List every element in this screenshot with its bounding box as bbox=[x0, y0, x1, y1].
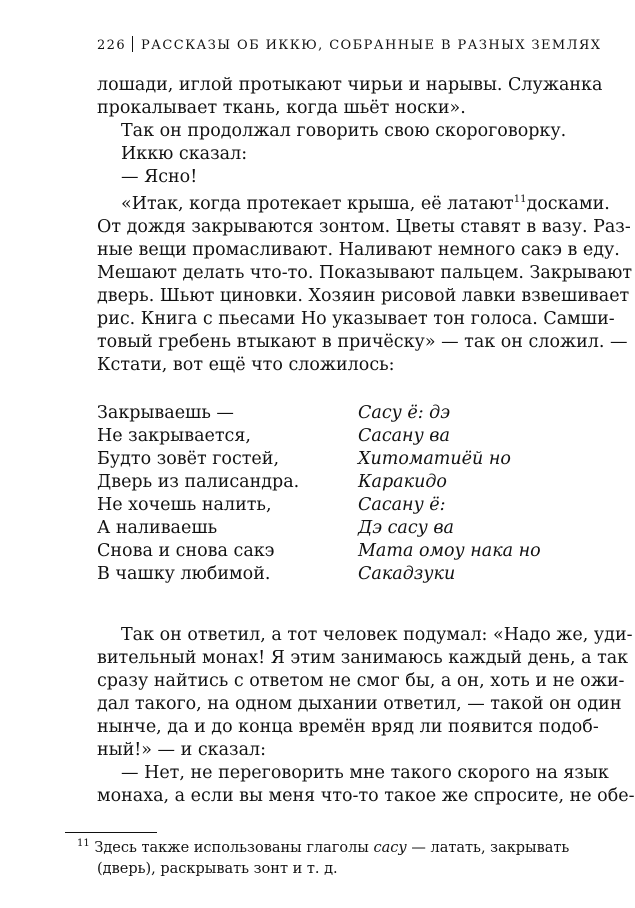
footnote-line bbox=[77, 840, 569, 856]
poem-line-japanese: Дэ сасу ва bbox=[358, 518, 454, 538]
text-fragment: «Итак, когда протекает крыша, её латают bbox=[121, 194, 514, 214]
poem-line-russian: Закрываешь — bbox=[97, 403, 234, 423]
text-line: От дождя закрываются зонтом. Цветы ставят в вазу. Раз- bbox=[97, 217, 631, 237]
poem-line-japanese: Каракидо bbox=[358, 472, 447, 492]
running-header bbox=[97, 36, 601, 53]
text-line: Кстати, вот ещё что сложилось: bbox=[97, 355, 395, 375]
poem-line-russian: А наливаешь bbox=[97, 518, 218, 538]
poem-line-japanese: Сасану ва bbox=[358, 426, 450, 446]
text-line: Так он ответил, а тот человек подумал: «Надо же, уди- bbox=[121, 625, 633, 645]
text-line: ные вещи промасливают. Наливают немного сакэ в еду. bbox=[97, 240, 620, 260]
text-line: лошади, иглой протыкают чирьи и нарывы. Служанка bbox=[97, 75, 603, 95]
text-line: дверь. Шьют циновки. Хозяин рисовой лавки взвешивает bbox=[97, 286, 630, 306]
poem-line-russian: В чашку любимой. bbox=[97, 564, 271, 584]
text-line: монаха, а если вы меня что-то такое же спросите, не обе- bbox=[97, 786, 635, 806]
text-line: — Ясно! bbox=[121, 167, 198, 187]
text-line: рис. Книга с пьесами Но указывает тон голоса. Самши- bbox=[97, 309, 615, 329]
text-line: дал такого, на одном дыхании ответил, — такой он один bbox=[97, 694, 622, 714]
page-number: 226 bbox=[97, 38, 127, 53]
text-line: Так он продолжал говорить свою скороговорку. bbox=[121, 121, 567, 141]
text-line: ный!» — и сказал: bbox=[97, 740, 267, 760]
text-fragment: досками. bbox=[526, 194, 610, 214]
footnote-line: (дверь), раскрывать зонт и т. д. bbox=[97, 861, 338, 877]
footnote-text: — латать, закрывать bbox=[411, 840, 570, 856]
header-divider bbox=[132, 36, 133, 52]
poem-line-russian: Будто зовёт гостей, bbox=[97, 449, 280, 469]
poem-line-russian: Снова и снова сакэ bbox=[97, 541, 275, 561]
running-title: РАССКАЗЫ ОБ ИККЮ, СОБРАННЫЕ В РАЗНЫХ ЗЕМЛЯХ bbox=[141, 38, 602, 53]
text-line: — Нет, не переговорить мне такого скорого на язык bbox=[121, 763, 609, 783]
poem-line-russian: Дверь из палисандра. bbox=[97, 472, 300, 492]
poem-line-russian: Не хочешь налить, bbox=[97, 495, 272, 515]
poem-line-japanese: Хитоматиёй но bbox=[358, 449, 511, 469]
poem-line-japanese: Сасу ё: дэ bbox=[358, 403, 451, 423]
text-line: вительный монах! Я этим занимаюсь каждый день, а так bbox=[97, 648, 629, 668]
poem-line-russian: Не закрывается, bbox=[97, 426, 251, 446]
text-line: товый гребень втыкают в причёску» — так он сложил. — bbox=[97, 332, 628, 352]
text-line: Иккю сказал: bbox=[121, 144, 248, 164]
text-line: Мешают делать что-то. Показывают пальцем. Закрывают bbox=[97, 263, 633, 283]
text-line: сразу найтись с ответом не смог бы, а он, хоть и не ожи- bbox=[97, 671, 625, 691]
footnote-rule bbox=[65, 832, 157, 833]
poem-line-japanese: Мата омоу нака но bbox=[358, 541, 541, 561]
text-line: прокалывает ткань, когда шьёт носки». bbox=[97, 98, 466, 118]
text-line: нынче, да и до конца времён вряд ли появится подоб- bbox=[97, 717, 599, 737]
footnote-reference[interactable]: 11 bbox=[513, 194, 527, 206]
footnote-number: 11 bbox=[77, 838, 90, 850]
poem-line-japanese: Сасану ё: bbox=[358, 495, 446, 515]
poem-line-japanese: Сакадзуки bbox=[358, 564, 456, 584]
footnote-term: сасу bbox=[373, 840, 407, 856]
footnote-text: Здесь также использованы глаголы bbox=[94, 840, 369, 856]
text-line-with-footnote bbox=[121, 193, 610, 216]
